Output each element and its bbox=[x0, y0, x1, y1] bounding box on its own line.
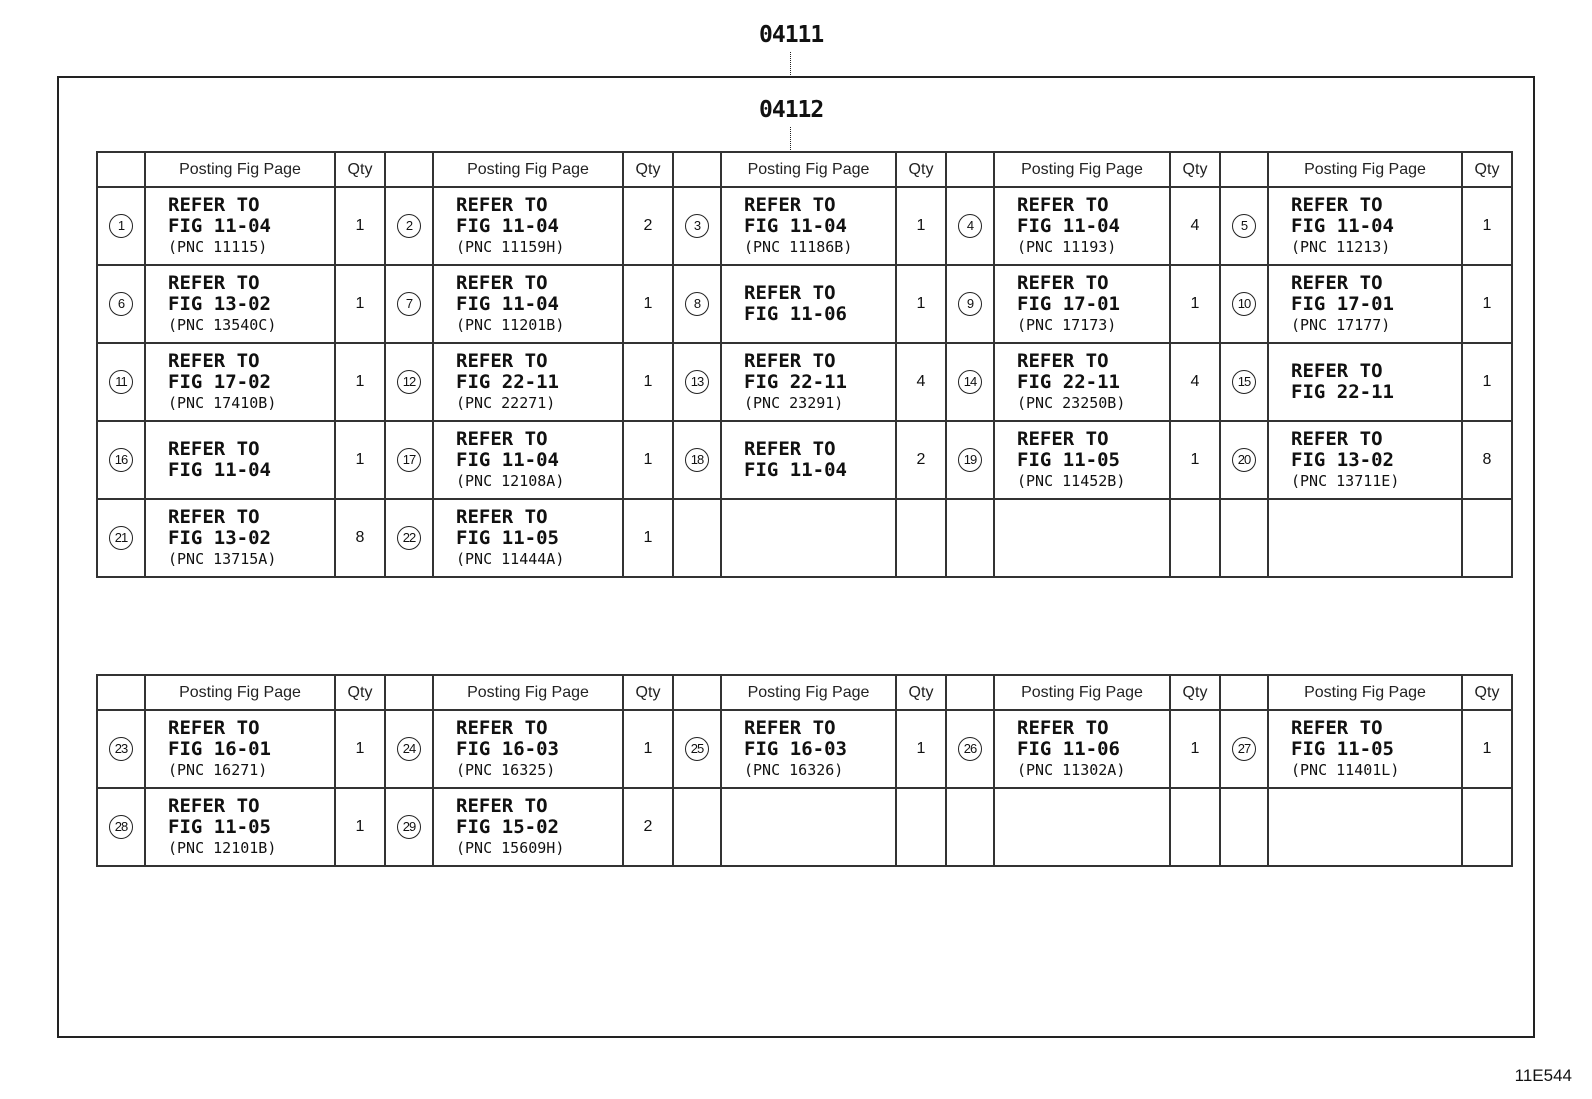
fig-reference: FIG 11-04 bbox=[1017, 214, 1120, 237]
qty-cell: 1 bbox=[623, 499, 673, 577]
item-number-cell bbox=[385, 421, 433, 499]
reference-cell bbox=[1268, 343, 1462, 421]
refer-to-label: REFER TO bbox=[744, 438, 836, 460]
reference-cell bbox=[145, 187, 335, 265]
fig-reference: FIG 11-06 bbox=[744, 303, 847, 325]
header-blank-cell bbox=[946, 152, 994, 187]
refer-to-label: REFER TO bbox=[744, 349, 836, 372]
fig-reference: FIG 13-02 bbox=[1291, 448, 1394, 471]
refer-to-label: REFER TO bbox=[168, 271, 260, 294]
qty-cell: 1 bbox=[623, 421, 673, 499]
qty-cell: 1 bbox=[896, 187, 946, 265]
reference-cell bbox=[721, 710, 896, 788]
qty-cell: 1 bbox=[896, 265, 946, 343]
qty-cell: 1 bbox=[1170, 710, 1220, 788]
reference-cell bbox=[145, 343, 335, 421]
header-blank-cell bbox=[673, 675, 721, 710]
header-blank-cell bbox=[1220, 152, 1268, 187]
fig-reference: FIG 22-11 bbox=[1017, 370, 1120, 393]
refer-to-label: REFER TO bbox=[456, 427, 548, 450]
qty-cell: 8 bbox=[335, 499, 385, 577]
refer-to-label: REFER TO bbox=[1017, 427, 1109, 450]
reference-cell bbox=[433, 265, 623, 343]
item-number-cell bbox=[673, 343, 721, 421]
header-posting-fig-page: Posting Fig Page bbox=[994, 152, 1170, 187]
refer-to-label: REFER TO bbox=[168, 794, 260, 817]
qty-cell: 2 bbox=[623, 788, 673, 866]
refer-to-label: REFER TO bbox=[168, 505, 260, 528]
pnc-reference: (PNC 11193) bbox=[1017, 237, 1117, 256]
refer-to-label: REFER TO bbox=[744, 193, 836, 216]
header-row bbox=[97, 152, 1512, 187]
figure-code: 11E544 bbox=[1514, 1066, 1572, 1085]
item-number-badge: 27 bbox=[1232, 737, 1256, 761]
pnc-reference: (PNC 13711E) bbox=[1291, 471, 1400, 490]
reference-cell bbox=[994, 499, 1170, 577]
table-row bbox=[97, 499, 1512, 577]
item-number-badge: 16 bbox=[109, 448, 133, 472]
reference-cell bbox=[433, 499, 623, 577]
refer-to-label: REFER TO bbox=[168, 716, 260, 739]
fig-reference: FIG 11-05 bbox=[168, 815, 271, 838]
reference-cell bbox=[721, 187, 896, 265]
fig-reference: FIG 11-04 bbox=[168, 459, 271, 481]
fig-reference: FIG 11-04 bbox=[456, 448, 559, 471]
item-number-badge: 22 bbox=[397, 526, 421, 550]
reference-cell bbox=[433, 343, 623, 421]
item-number-badge: 28 bbox=[109, 815, 133, 839]
qty-cell: 1 bbox=[1170, 265, 1220, 343]
fig-reference: FIG 22-11 bbox=[456, 370, 559, 393]
item-number-cell bbox=[97, 265, 145, 343]
item-number-badge: 29 bbox=[397, 815, 421, 839]
header-row bbox=[97, 675, 1512, 710]
fig-reference: FIG 16-03 bbox=[744, 737, 847, 760]
fig-reference: FIG 22-11 bbox=[744, 370, 847, 393]
refer-to-label: REFER TO bbox=[456, 349, 548, 372]
table-row bbox=[97, 343, 1512, 421]
item-number-cell bbox=[97, 421, 145, 499]
reference-cell bbox=[145, 421, 335, 499]
refer-to-label: REFER TO bbox=[456, 716, 548, 739]
qty-cell: 1 bbox=[1462, 187, 1512, 265]
assembly-code-outer: 04111 bbox=[759, 22, 824, 48]
reference-cell bbox=[994, 710, 1170, 788]
item-number-badge: 24 bbox=[397, 737, 421, 761]
reference-cell bbox=[994, 343, 1170, 421]
qty-cell: 1 bbox=[1462, 710, 1512, 788]
table-row bbox=[97, 187, 1512, 265]
item-number-cell bbox=[946, 187, 994, 265]
refer-to-label: REFER TO bbox=[1017, 716, 1109, 739]
item-number-cell bbox=[673, 187, 721, 265]
item-number-cell bbox=[946, 710, 994, 788]
qty-cell: 1 bbox=[1462, 343, 1512, 421]
item-number-badge: 20 bbox=[1232, 448, 1256, 472]
item-number-badge: 13 bbox=[685, 370, 709, 394]
item-number-cell bbox=[673, 710, 721, 788]
pnc-reference: (PNC 16271) bbox=[168, 760, 268, 779]
header-qty: Qty bbox=[623, 152, 673, 187]
refer-to-label: REFER TO bbox=[1017, 193, 1109, 216]
item-number-cell bbox=[385, 788, 433, 866]
pnc-reference: (PNC 11302A) bbox=[1017, 760, 1126, 779]
reference-cell bbox=[145, 788, 335, 866]
item-number-badge: 23 bbox=[109, 737, 133, 761]
fig-reference: FIG 13-02 bbox=[168, 526, 271, 549]
qty-cell: 4 bbox=[1170, 187, 1220, 265]
item-number-badge: 19 bbox=[958, 448, 982, 472]
fig-reference: FIG 11-06 bbox=[1017, 737, 1120, 760]
reference-cell bbox=[433, 710, 623, 788]
item-number-cell bbox=[946, 265, 994, 343]
qty-cell: 4 bbox=[896, 343, 946, 421]
fig-reference: FIG 11-05 bbox=[1017, 448, 1120, 471]
item-number-cell bbox=[1220, 788, 1268, 866]
table-row bbox=[97, 788, 1512, 866]
reference-cell bbox=[994, 187, 1170, 265]
parts-table-lower bbox=[96, 674, 1513, 867]
fig-reference: FIG 11-04 bbox=[168, 214, 271, 237]
item-number-badge: 12 bbox=[397, 370, 421, 394]
refer-to-label: REFER TO bbox=[168, 193, 260, 216]
refer-to-label: REFER TO bbox=[456, 794, 548, 817]
fig-reference: FIG 15-02 bbox=[456, 815, 559, 838]
header-qty: Qty bbox=[335, 152, 385, 187]
table-row bbox=[97, 265, 1512, 343]
header-posting-fig-page: Posting Fig Page bbox=[433, 152, 623, 187]
pnc-reference: (PNC 22271) bbox=[456, 393, 556, 412]
reference-cell bbox=[994, 421, 1170, 499]
item-number-badge: 25 bbox=[685, 737, 709, 761]
item-number-cell bbox=[673, 788, 721, 866]
refer-to-label: REFER TO bbox=[1291, 193, 1383, 216]
fig-reference: FIG 11-04 bbox=[1291, 214, 1394, 237]
header-qty: Qty bbox=[623, 675, 673, 710]
assembly-code-inner: 04112 bbox=[759, 97, 824, 123]
item-number-cell bbox=[946, 343, 994, 421]
pnc-reference: (PNC 11213) bbox=[1291, 237, 1391, 256]
fig-reference: FIG 17-02 bbox=[168, 370, 271, 393]
reference-cell bbox=[433, 788, 623, 866]
pnc-reference: (PNC 11201B) bbox=[456, 315, 565, 334]
header-qty: Qty bbox=[896, 152, 946, 187]
pnc-reference: (PNC 11159H) bbox=[456, 237, 565, 256]
item-number-cell bbox=[97, 499, 145, 577]
item-number-badge: 5 bbox=[1232, 214, 1256, 238]
reference-cell bbox=[1268, 421, 1462, 499]
item-number-cell bbox=[385, 710, 433, 788]
qty-cell: 1 bbox=[335, 788, 385, 866]
pnc-reference: (PNC 23250B) bbox=[1017, 393, 1126, 412]
qty-cell: 1 bbox=[335, 710, 385, 788]
item-number-cell bbox=[1220, 343, 1268, 421]
qty-cell: 1 bbox=[335, 343, 385, 421]
item-number-cell bbox=[1220, 421, 1268, 499]
pnc-reference: (PNC 15609H) bbox=[456, 838, 565, 857]
header-qty: Qty bbox=[1462, 675, 1512, 710]
qty-cell: 1 bbox=[623, 343, 673, 421]
item-number-cell bbox=[97, 788, 145, 866]
qty-cell bbox=[1170, 499, 1220, 577]
item-number-cell bbox=[97, 343, 145, 421]
fig-reference: FIG 11-04 bbox=[744, 214, 847, 237]
reference-cell bbox=[1268, 499, 1462, 577]
refer-to-label: REFER TO bbox=[1291, 271, 1383, 294]
reference-cell bbox=[433, 187, 623, 265]
pnc-reference: (PNC 16325) bbox=[456, 760, 556, 779]
item-number-badge: 21 bbox=[109, 526, 133, 550]
qty-cell bbox=[896, 499, 946, 577]
pnc-reference: (PNC 11452B) bbox=[1017, 471, 1126, 490]
header-qty: Qty bbox=[1170, 152, 1220, 187]
item-number-badge: 17 bbox=[397, 448, 421, 472]
qty-cell: 1 bbox=[335, 265, 385, 343]
item-number-cell bbox=[97, 710, 145, 788]
reference-cell bbox=[1268, 788, 1462, 866]
header-posting-fig-page: Posting Fig Page bbox=[1268, 675, 1462, 710]
qty-cell bbox=[1462, 499, 1512, 577]
qty-cell: 1 bbox=[623, 710, 673, 788]
pnc-reference: (PNC 12108A) bbox=[456, 471, 565, 490]
qty-cell: 1 bbox=[1462, 265, 1512, 343]
reference-cell bbox=[1268, 187, 1462, 265]
qty-cell: 8 bbox=[1462, 421, 1512, 499]
pnc-reference: (PNC 11115) bbox=[168, 237, 268, 256]
fig-reference: FIG 11-04 bbox=[744, 459, 847, 481]
pnc-reference: (PNC 11186B) bbox=[744, 237, 853, 256]
item-number-cell bbox=[1220, 710, 1268, 788]
reference-cell bbox=[721, 499, 896, 577]
header-qty: Qty bbox=[1462, 152, 1512, 187]
qty-cell: 1 bbox=[623, 265, 673, 343]
pnc-reference: (PNC 12101B) bbox=[168, 838, 277, 857]
header-blank-cell bbox=[97, 675, 145, 710]
qty-cell: 4 bbox=[1170, 343, 1220, 421]
header-qty: Qty bbox=[1170, 675, 1220, 710]
item-number-badge: 11 bbox=[109, 370, 133, 394]
fig-reference: FIG 11-05 bbox=[1291, 737, 1394, 760]
refer-to-label: REFER TO bbox=[456, 193, 548, 216]
item-number-cell bbox=[1220, 265, 1268, 343]
qty-cell: 1 bbox=[896, 710, 946, 788]
fig-reference: FIG 17-01 bbox=[1017, 292, 1120, 315]
header-posting-fig-page: Posting Fig Page bbox=[721, 675, 896, 710]
header-posting-fig-page: Posting Fig Page bbox=[433, 675, 623, 710]
qty-cell: 1 bbox=[335, 187, 385, 265]
item-number-cell bbox=[385, 265, 433, 343]
item-number-cell bbox=[385, 499, 433, 577]
pnc-reference: (PNC 23291) bbox=[744, 393, 844, 412]
pnc-reference: (PNC 11444A) bbox=[456, 549, 565, 568]
refer-to-label: REFER TO bbox=[1017, 349, 1109, 372]
refer-to-label: REFER TO bbox=[456, 505, 548, 528]
fig-reference: FIG 17-01 bbox=[1291, 292, 1394, 315]
fig-reference: FIG 13-02 bbox=[168, 292, 271, 315]
item-number-cell bbox=[673, 421, 721, 499]
item-number-cell bbox=[946, 788, 994, 866]
pnc-reference: (PNC 17410B) bbox=[168, 393, 277, 412]
header-posting-fig-page: Posting Fig Page bbox=[721, 152, 896, 187]
item-number-badge: 6 bbox=[109, 292, 133, 316]
pnc-reference: (PNC 16326) bbox=[744, 760, 844, 779]
refer-to-label: REFER TO bbox=[744, 716, 836, 739]
item-number-badge: 9 bbox=[958, 292, 982, 316]
header-posting-fig-page: Posting Fig Page bbox=[145, 152, 335, 187]
item-number-badge: 1 bbox=[109, 214, 133, 238]
qty-cell: 1 bbox=[1170, 421, 1220, 499]
reference-cell bbox=[1268, 265, 1462, 343]
reference-cell bbox=[994, 788, 1170, 866]
reference-cell bbox=[1268, 710, 1462, 788]
pnc-reference: (PNC 13540C) bbox=[168, 315, 277, 334]
item-number-badge: 26 bbox=[958, 737, 982, 761]
header-blank-cell bbox=[385, 152, 433, 187]
item-number-cell bbox=[946, 421, 994, 499]
item-number-cell bbox=[673, 265, 721, 343]
qty-cell: 2 bbox=[896, 421, 946, 499]
reference-cell bbox=[145, 499, 335, 577]
fig-reference: FIG 16-01 bbox=[168, 737, 271, 760]
leader-line-outer bbox=[790, 52, 791, 77]
item-number-cell bbox=[1220, 187, 1268, 265]
item-number-badge: 18 bbox=[685, 448, 709, 472]
fig-reference: FIG 11-05 bbox=[456, 526, 559, 549]
qty-cell: 2 bbox=[623, 187, 673, 265]
refer-to-label: REFER TO bbox=[744, 282, 836, 304]
qty-cell bbox=[1170, 788, 1220, 866]
table-row bbox=[97, 421, 1512, 499]
reference-cell bbox=[994, 265, 1170, 343]
refer-to-label: REFER TO bbox=[1291, 716, 1383, 739]
refer-to-label: REFER TO bbox=[168, 438, 260, 460]
header-blank-cell bbox=[673, 152, 721, 187]
header-blank-cell bbox=[385, 675, 433, 710]
item-number-badge: 14 bbox=[958, 370, 982, 394]
parts-table-upper bbox=[96, 151, 1513, 578]
item-number-cell bbox=[385, 187, 433, 265]
item-number-badge: 15 bbox=[1232, 370, 1256, 394]
refer-to-label: REFER TO bbox=[456, 271, 548, 294]
header-blank-cell bbox=[97, 152, 145, 187]
fig-reference: FIG 11-04 bbox=[456, 292, 559, 315]
reference-cell bbox=[721, 343, 896, 421]
refer-to-label: REFER TO bbox=[1017, 271, 1109, 294]
fig-reference: FIG 11-04 bbox=[456, 214, 559, 237]
pnc-reference: (PNC 11401L) bbox=[1291, 760, 1400, 779]
reference-cell bbox=[433, 421, 623, 499]
refer-to-label: REFER TO bbox=[168, 349, 260, 372]
header-blank-cell bbox=[946, 675, 994, 710]
reference-cell bbox=[721, 265, 896, 343]
item-number-badge: 10 bbox=[1232, 292, 1256, 316]
qty-cell bbox=[896, 788, 946, 866]
header-posting-fig-page: Posting Fig Page bbox=[1268, 152, 1462, 187]
table-row bbox=[97, 710, 1512, 788]
item-number-badge: 2 bbox=[397, 214, 421, 238]
item-number-badge: 4 bbox=[958, 214, 982, 238]
item-number-cell bbox=[1220, 499, 1268, 577]
pnc-reference: (PNC 13715A) bbox=[168, 549, 277, 568]
pnc-reference: (PNC 17177) bbox=[1291, 315, 1391, 334]
fig-reference: FIG 22-11 bbox=[1291, 381, 1394, 403]
refer-to-label: REFER TO bbox=[1291, 360, 1383, 382]
reference-cell bbox=[721, 788, 896, 866]
pnc-reference: (PNC 17173) bbox=[1017, 315, 1117, 334]
reference-cell bbox=[145, 710, 335, 788]
item-number-cell bbox=[946, 499, 994, 577]
leader-line-inner bbox=[790, 127, 791, 152]
qty-cell: 1 bbox=[335, 421, 385, 499]
item-number-cell bbox=[385, 343, 433, 421]
reference-cell bbox=[145, 265, 335, 343]
header-qty: Qty bbox=[335, 675, 385, 710]
refer-to-label: REFER TO bbox=[1291, 427, 1383, 450]
qty-cell bbox=[1462, 788, 1512, 866]
reference-cell bbox=[721, 421, 896, 499]
item-number-cell bbox=[97, 187, 145, 265]
header-qty: Qty bbox=[896, 675, 946, 710]
item-number-badge: 7 bbox=[397, 292, 421, 316]
item-number-badge: 8 bbox=[685, 292, 709, 316]
header-posting-fig-page: Posting Fig Page bbox=[994, 675, 1170, 710]
item-number-badge: 3 bbox=[685, 214, 709, 238]
header-posting-fig-page: Posting Fig Page bbox=[145, 675, 335, 710]
fig-reference: FIG 16-03 bbox=[456, 737, 559, 760]
item-number-cell bbox=[673, 499, 721, 577]
header-blank-cell bbox=[1220, 675, 1268, 710]
